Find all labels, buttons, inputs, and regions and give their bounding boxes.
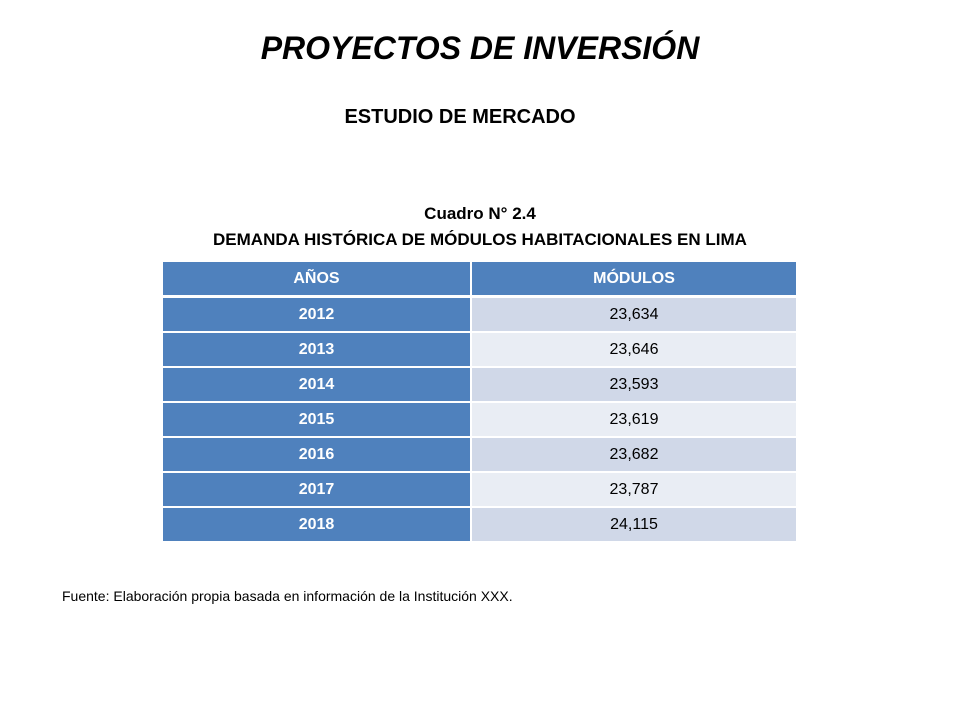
header-modules: MÓDULOS bbox=[471, 262, 797, 297]
table-header-row bbox=[163, 262, 797, 297]
year-cell: 2017 bbox=[163, 472, 471, 507]
modules-cell: 23,634 bbox=[471, 297, 797, 333]
year-cell: 2013 bbox=[163, 332, 471, 367]
modules-cell: 23,646 bbox=[471, 332, 797, 367]
table-caption bbox=[150, 201, 810, 253]
year-cell: 2016 bbox=[163, 437, 471, 472]
table-row bbox=[163, 402, 797, 437]
year-cell: 2014 bbox=[163, 367, 471, 402]
year-cell: 2015 bbox=[163, 402, 471, 437]
modules-cell: 23,682 bbox=[471, 437, 797, 472]
slide-subtitle: ESTUDIO DE MERCADO bbox=[344, 106, 576, 128]
table-row bbox=[163, 367, 797, 402]
modules-cell: 23,593 bbox=[471, 367, 797, 402]
year-cell: 2018 bbox=[163, 507, 471, 542]
year-cell: 2012 bbox=[163, 297, 471, 333]
modules-cell: 24,115 bbox=[471, 507, 797, 542]
table-title: DEMANDA HISTÓRICA DE MÓDULOS HABITACIONALES EN LIMA bbox=[213, 230, 747, 249]
modules-cell: 23,787 bbox=[471, 472, 797, 507]
source-note: Fuente: Elaboración propia basada en información de la Institución XXX. bbox=[62, 588, 513, 604]
header-years: AÑOS bbox=[163, 262, 471, 297]
table-row bbox=[163, 297, 797, 333]
table-row bbox=[163, 472, 797, 507]
demand-table bbox=[163, 262, 798, 543]
table-number: Cuadro N° 2.4 bbox=[424, 204, 536, 223]
table-row bbox=[163, 332, 797, 367]
table-row bbox=[163, 507, 797, 542]
slide-title: PROYECTOS DE INVERSIÓN bbox=[260, 30, 700, 66]
modules-cell: 23,619 bbox=[471, 402, 797, 437]
table-row bbox=[163, 437, 797, 472]
